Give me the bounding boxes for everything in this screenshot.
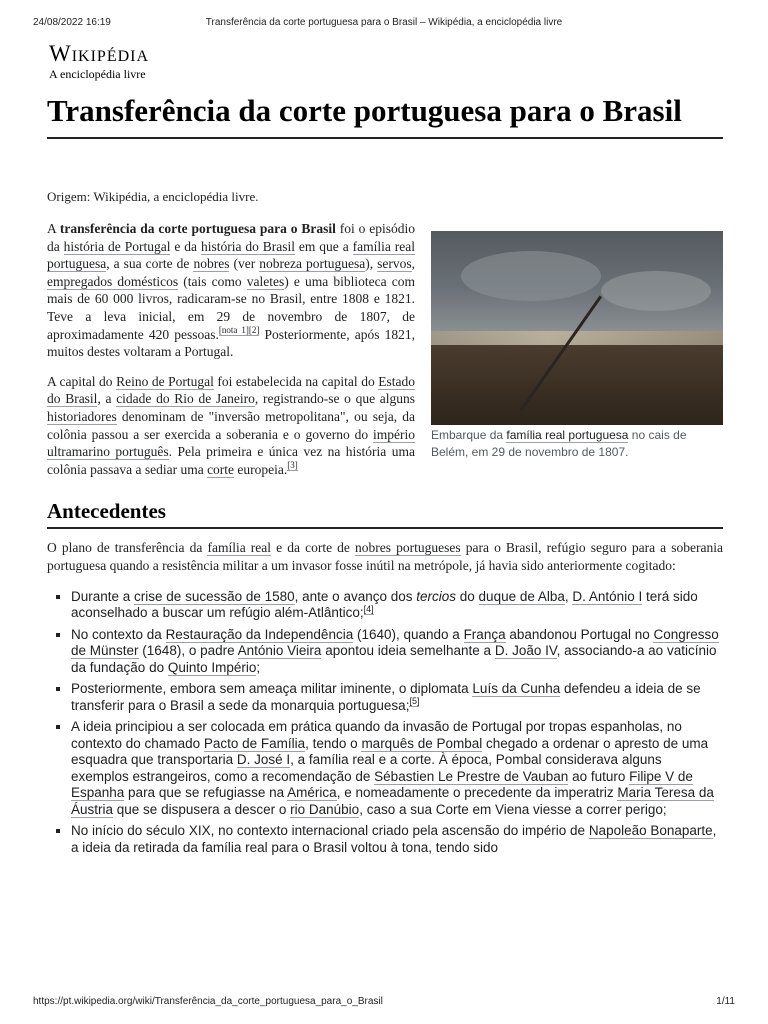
link-crise-1580[interactable]: crise de sucessão de 1580 [134,588,295,604]
link-imperio-ultramarino[interactable]: império ultramarino português [47,426,415,460]
article-origin: Origem: Wikipédia, a enciclopédia livre. [47,189,259,204]
link-empregados[interactable]: empregados domésticos [47,273,179,289]
link-antonio-vieira[interactable]: António Vieira [237,643,322,658]
link-quinto-imperio[interactable]: Quinto Império [167,659,257,675]
link-rio-de-janeiro[interactable]: cidade do Rio de Janeiro [116,391,255,407]
link-luis-da-cunha[interactable]: Luís da Cunha [472,681,561,696]
link-valetes[interactable]: valetes [246,273,285,289]
embarkation-painting[interactable] [431,231,723,425]
list-item: ▪ No início do século XIX, no contexto internacional criado pela ascensão do império de Napoleão Bonaparte, a ideia da retirada da família real para o Brasil voltou à tona, tendo sido [71,823,723,856]
list-item: ▪ Posteriormente, embora sem ameaça militar iminente, o diplomata Luís da Cunha defendeu a ideia de se transferir para o Brasil a sede da monarquia portuguesa;[5] [71,681,723,714]
link-rio-danubio[interactable]: rio Danúbio [290,801,360,817]
paragraph-antecedentes: O plano de transferência da família real e da corte de nobres portugueses para o Brasil, refúgio seguro para a soberania portuguesa quando a resistência militar a um invasor fosse inútil na metrópole, já havia sido anteriormente cogitado: [47,540,723,573]
print-footer [33,996,735,1007]
print-datetime: 24/08/2022 16:19 [33,17,111,28]
figure-caption: Embarque da família real portuguesa no cais de Belém, em 29 de novembro de 1807. [431,428,687,459]
link-familia-real-2[interactable]: família real [207,540,272,556]
link-maria-teresa[interactable]: Maria Teresa da Áustria [71,785,714,817]
list-item: ▪ A ideia principiou a ser colocada em prática quando da invasão de Portugal por tropas espanholas, no contexto do chamado Pacto de Família, tendo o marquês de Pombal chegado a ordenar o apresto de uma esquadra que transportaria D. José I, a família real e a corte. À época, Pombal considerava alguns exemplos estrangeiros, como a recomendação de Sébastien Le Prestre de Vauban ao futuro Filipe V de Espanha para que se refugiasse na América, e nomeadamente o precedente da imperatriz Maria Teresa da Áustria que se dispusera a descer o rio Danúbio, caso a sua Corte em Viena viesse a correr perigo; [71,719,723,818]
print-page-title: Transferência da corte portuguesa para o Brasil – Wikipédia, a enciclopédia livre [205,17,563,28]
print-header [33,17,735,28]
footnote-2[interactable]: [2] [248,325,260,336]
logo-tagline: A enciclopédia livre [49,67,146,81]
link-nobres-portugueses[interactable]: nobres portugueses [355,540,461,556]
link-jose-i[interactable]: D. José I [236,752,291,767]
link-historia-portugal[interactable]: história de Portugal [63,238,171,254]
link-filipe-v[interactable]: Filipe V de Espanha [71,768,693,800]
link-pacto-familia[interactable]: Pacto de Família [203,735,306,751]
link-estado-brasil[interactable]: Estado do Brasil [47,373,415,407]
link-servos[interactable]: servos [377,256,412,272]
article-figure [431,231,723,461]
link-historia-brasil[interactable]: história do Brasil [200,238,295,254]
caption-link-familia-real[interactable]: família real portuguesa [506,428,629,442]
wikipedia-logo[interactable] [49,42,149,82]
link-america[interactable]: América [287,785,337,800]
link-franca[interactable]: França [463,626,506,642]
article-body [47,220,723,861]
link-nobreza[interactable]: nobreza portuguesa [259,256,366,272]
section-heading-antecedentes: Antecedentes [47,498,723,529]
print-url: https://pt.wikipedia.org/wiki/Transferência_da_corte_portuguesa_para_o_Brasil [33,996,383,1007]
link-joao-iv[interactable]: D. João IV [494,643,557,658]
link-marques-pombal[interactable]: marquês de Pombal [361,735,483,751]
paragraph-capital: A capital do Reino de Portugal foi estabelecida na capital do Estado do Brasil, a cidade do Rio de Janeiro, registrando-se o que alguns historiadores denominam de "inversão metropolitana", ou seja, da colônia passou a ser exercida a soberania e o governo do império ultramarino português. Pela primeira e única vez na história uma colônia passava a sediar uma corte europeia.[3] [47,373,415,477]
link-restauracao[interactable]: Restauração da Independência [165,626,354,642]
link-duque-alba[interactable]: duque de Alba [478,588,565,604]
link-napoleao[interactable]: Napoleão Bonaparte [588,823,713,838]
link-reino-portugal[interactable]: Reino de Portugal [116,373,214,389]
link-familia-real[interactable]: família real portuguesa [47,238,415,272]
link-antonio-i[interactable]: D. António I [572,588,643,604]
footnote-4[interactable]: [4] [363,603,374,614]
link-historiadores[interactable]: historiadores [47,408,117,424]
link-nobres[interactable]: nobres [193,256,230,272]
link-congresso-munster[interactable]: Congresso de Münster [71,626,719,658]
list-item: ▪ Durante a crise de sucessão de 1580, ante o avanço dos tercios do duque de Alba, D. António I terá sido aconselhado a buscar um refúgio além-Atlântico;[4] [71,589,723,622]
list-item: ▪ No contexto da Restauração da Independência (1640), quando a França abandonou Portugal no Congresso de Münster (1648), o padre António Vieira apontou ideia semelhante a D. João IV, associando-a ao vaticínio da fundação do Quinto Império; [71,627,723,677]
footnote-3[interactable]: [3] [287,460,298,471]
antecedentes-list [47,589,723,857]
paragraph-intro: A transferência da corte portuguesa para o Brasil foi o episódio da história de Portugal e da história do Brasil em que a família real portuguesa, a sua corte de nobres (ver nobreza portuguesa), servos, empregados domésticos (tais como valetes) e uma biblioteca com mais de 60 000 livros, radicaram-se no Brasil, entre 1808 e 1821. Teve a leva inicial, em 29 de novembro de 1807, de aproximadamente 420 pessoas.[nota 1][2] Posteriormente, após 1821, muitos destes voltaram a Portugal. [47,221,416,360]
page-number: 1/11 [716,996,735,1007]
footnote-5[interactable]: [5] [409,696,420,706]
link-corte[interactable]: corte [207,461,235,477]
footnote-nota-1[interactable]: [nota 1] [218,325,249,336]
logo-wordmark: Wikipédia [49,41,150,66]
article-title: Transferência da corte portuguesa para o Brasil [47,93,723,139]
link-vauban[interactable]: Sébastien Le Prestre de Vauban [374,768,569,784]
